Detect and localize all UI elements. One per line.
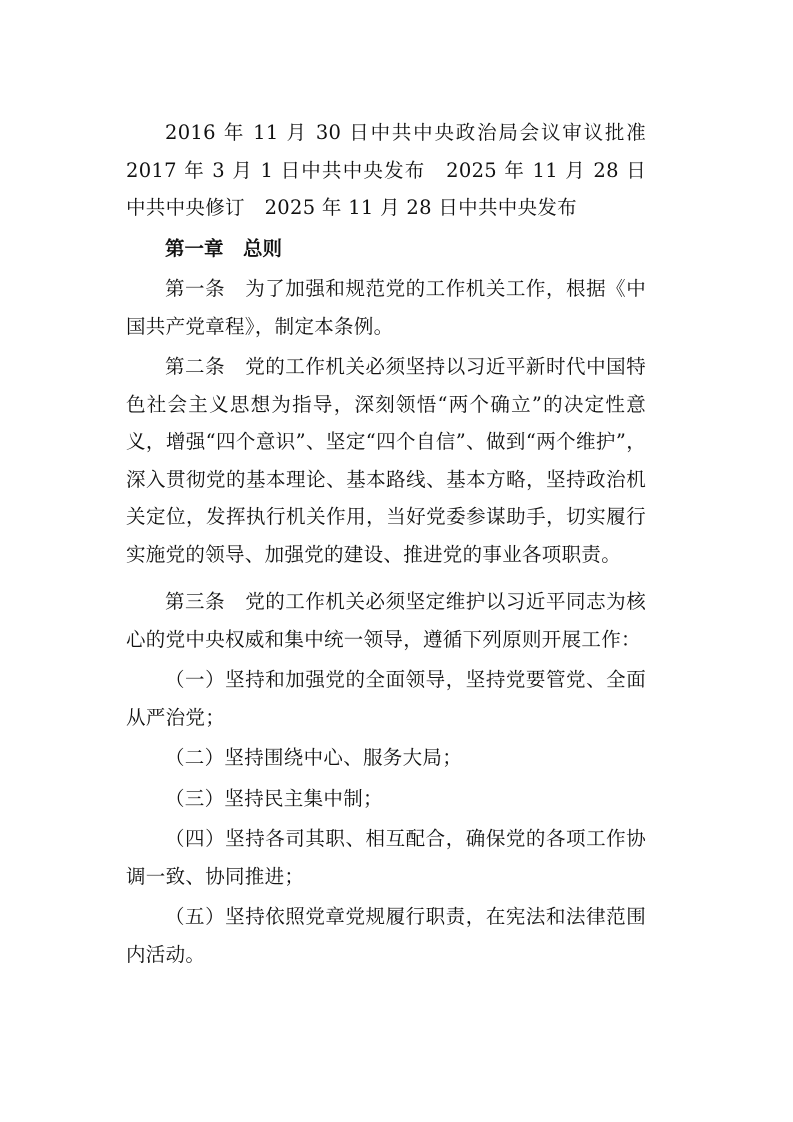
- article-3-item-5: （五）坚持依照党章党规履行职责，在宪法和法律范围内活动。: [126, 905, 646, 966]
- approval-line: 2016 年 11 月 30 日中共中央政治局会议审议批准 2017 年 3 月 1 日中共中央发布 2025 年 11 月 28 日中共中央修订 2025 年 11 月 28 日中共中央发布: [126, 121, 646, 219]
- article-1: 第一条 为了加强和规范党的工作机关工作，根据《中国共产党章程》，制定本条例。: [126, 277, 646, 338]
- document-body: [126, 114, 646, 973]
- article-3-item-3: （三）坚持民主集中制；: [165, 786, 383, 810]
- article-3-item-1: （一）坚持和加强党的全面领导，坚持党要管党、全面从严治党；: [126, 668, 646, 729]
- chapter-number: 第一章: [165, 236, 224, 260]
- article-3-item-4: （四）坚持各司其职、相互配合，确保党的各项工作协调一致、协同推进；: [126, 827, 646, 888]
- article-2: 第二条 党的工作机关必须坚持以习近平新时代中国特色社会主义思想为指导，深刻领悟“两个确立”的决定性意义，增强“四个意识”、坚定“四个自信”、做到“两个维护”，深入贯彻党的基本理论、基本路线、基本方略，坚持政治机关定位，发挥执行机关作用，当好党委参谋助手，切实履行实施党的领导、加强党的建设、推进党的事业各项职责。: [126, 355, 646, 566]
- chapter-heading: [126, 230, 646, 268]
- article-3: 第三条 党的工作机关必须坚定维护以习近平同志为核心的党中央权威和集中统一领导，遵循下列原则开展工作：: [126, 590, 646, 651]
- article-3-item-2: （二）坚持围绕中心、服务大局；: [165, 746, 463, 769]
- chapter-title: 总则: [243, 236, 283, 260]
